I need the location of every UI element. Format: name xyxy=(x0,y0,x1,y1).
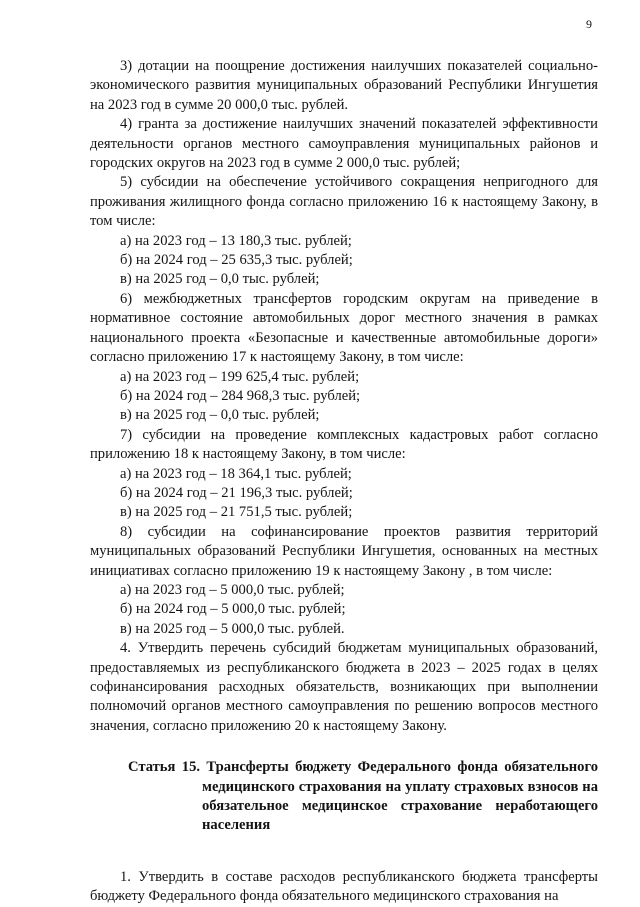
list-item: а) на 2023 год – 5 000,0 тыс. рублей; xyxy=(120,581,345,598)
paragraph: 3) дотации на поощрение достижения наилучших показателей социально-экономического развития муниципальных образований Республики Ингушетия на 2023 год в сумме 20 000,0 тыс. рублей. xyxy=(90,58,598,113)
list-item: в) на 2025 год – 21 751,5 тыс. рублей; xyxy=(120,504,353,521)
paragraph: 5) субсидии на обеспечение устойчивого сокращения непригодного для проживания жилищного фонда согласно приложению 16 к настоящему Закону, в том числе: xyxy=(90,174,598,230)
spacer xyxy=(90,736,598,758)
list-item: а) на 2023 год – 13 180,3 тыс. рублей; xyxy=(120,232,352,249)
list-item: в) на 2025 год – 0,0 тыс. рублей; xyxy=(120,271,320,288)
article-heading: Статья 15. Трансферты бюджету Федерального фонда обязательного медицинского страхования на уплату страховых взносов на обязательное медицинское страхование неработающего населения xyxy=(128,759,598,834)
list-item: а) на 2023 год – 199 625,4 тыс. рублей; xyxy=(120,368,360,385)
paragraph: 4) гранта за достижение наилучших значений показателей эффективности деятельности органов местного самоуправления муниципальных районов и городских округов на 2023 год в сумме 2 000,0 тыс. рублей; xyxy=(90,116,598,172)
spacer xyxy=(90,836,598,868)
document-body xyxy=(90,57,598,907)
list-item: б) на 2024 год – 284 968,3 тыс. рублей; xyxy=(120,387,361,404)
paragraph: 7) субсидии на проведение комплексных кадастровых работ согласно приложению 18 к настоящему Закону, в том числе: xyxy=(90,426,598,463)
list-item: б) на 2024 год – 21 196,3 тыс. рублей; xyxy=(120,484,353,501)
page-number: 9 xyxy=(586,17,592,31)
paragraph: 1. Утвердить в составе расходов республиканского бюджета трансферты бюджету Федерального фонда обязательного медицинского страхования на xyxy=(90,868,598,905)
list-item: а) на 2023 год – 18 364,1 тыс. рублей; xyxy=(120,465,352,482)
paragraph: 8) субсидии на софинансирование проектов развития территорий муниципальных образований Республики Ингушетия, основанных на местных инициативах согласно приложению 19 к настоящему Закону , в том числе: xyxy=(90,523,598,579)
list-item: б) на 2024 год – 25 635,3 тыс. рублей; xyxy=(120,252,353,269)
paragraph: 6) межбюджетных трансфертов городским округам на приведение в нормативное состояние автомобильных дорог местного значения в рамках национального проекта «Безопасные и качественные автомобильные дороги» согласно приложению 17 к настоящему Закону, в том числе: xyxy=(90,290,598,366)
paragraph: 4. Утвердить перечень субсидий бюджетам муниципальных образований, предоставляемых из республиканского бюджета в 2023 – 2025 годах в целях софинансирования расходных обязательств, возникающих при выполнении полномочий органов местного самоуправления по решению вопросов местного значения, согласно приложению 20 к настоящему Закону. xyxy=(90,640,598,734)
list-item: в) на 2025 год – 5 000,0 тыс. рублей. xyxy=(120,620,345,637)
list-item: б) на 2024 год – 5 000,0 тыс. рублей; xyxy=(120,601,346,618)
list-item: в) на 2025 год – 0,0 тыс. рублей; xyxy=(120,407,320,424)
